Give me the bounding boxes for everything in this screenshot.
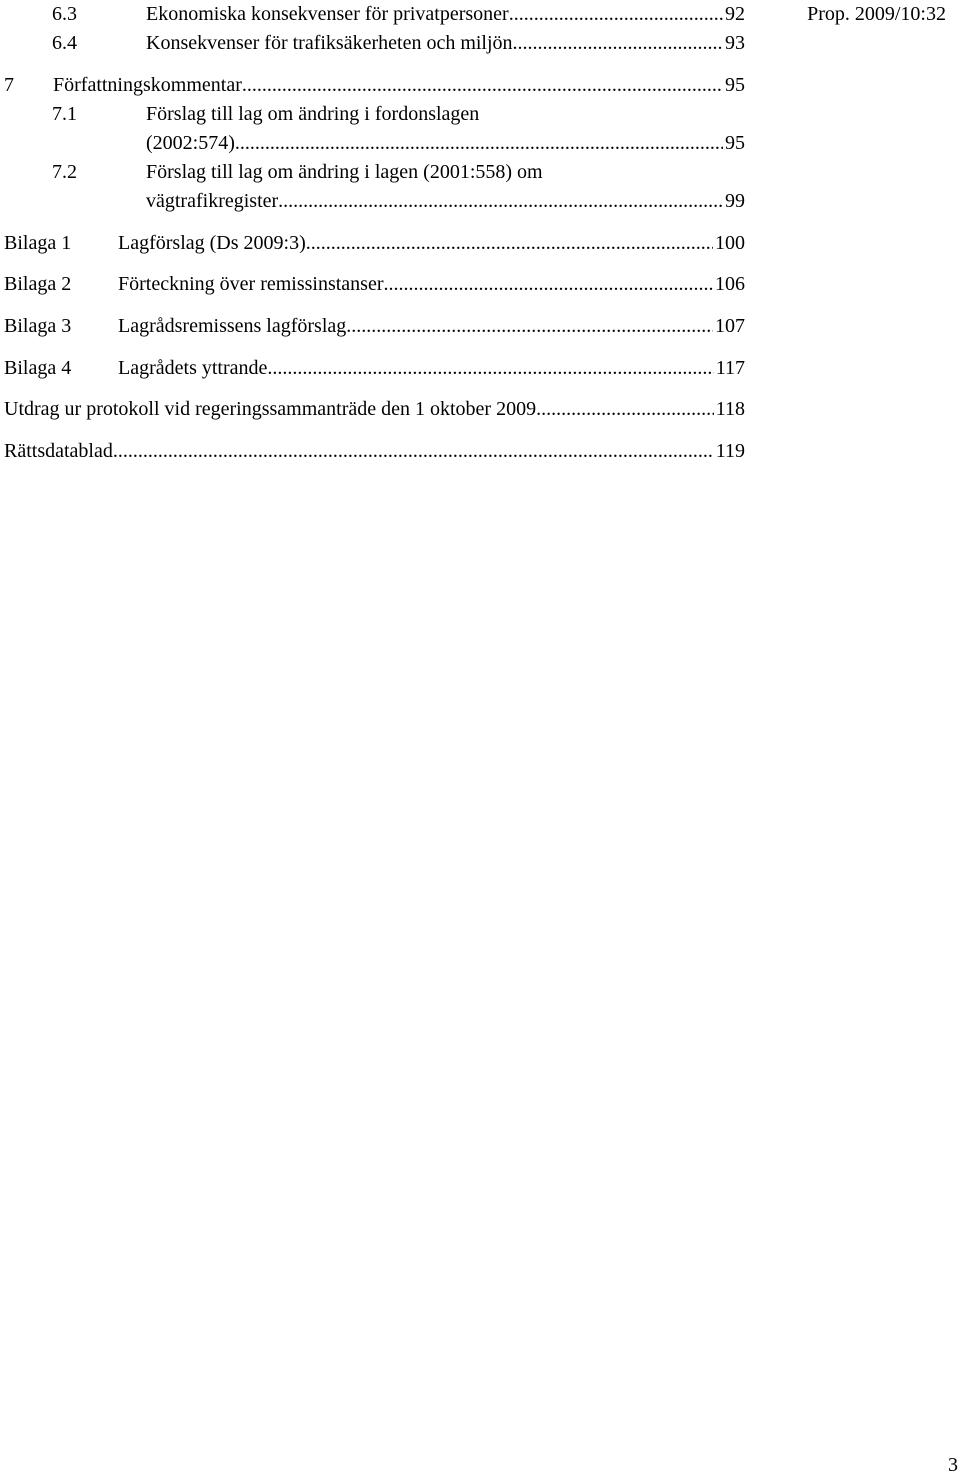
toc-entry-bilaga-2	[0, 272, 745, 301]
toc-leader	[278, 189, 723, 213]
toc-number: Bilaga 3	[4, 315, 72, 337]
toc-number: Bilaga 2	[4, 273, 72, 295]
toc-title: Förslag till lag om ändring i lagen (2001:558) om	[146, 161, 543, 183]
toc-leader	[113, 439, 714, 463]
toc-entry-6-4	[0, 31, 745, 60]
toc-number: Bilaga 4	[4, 357, 72, 379]
toc-entry-bilaga-4	[0, 356, 745, 385]
toc-leader	[346, 314, 713, 338]
toc-page: 95	[725, 132, 745, 154]
toc-page: 107	[715, 315, 745, 337]
toc-entry-7-1	[0, 102, 745, 160]
toc-number: 6.3	[52, 3, 77, 25]
toc-entry-rattsdatablad	[0, 439, 745, 468]
toc-number: 6.4	[52, 32, 77, 54]
toc-title: Utdrag ur protokoll vid regeringssammanträde den 1 oktober 2009.	[4, 398, 542, 420]
toc-leader	[513, 31, 723, 55]
page-number: 3	[948, 1454, 958, 1476]
toc-title: Konsekvenser för trafiksäkerheten och miljön	[146, 32, 513, 54]
toc-entry-7	[0, 73, 745, 102]
toc-leader	[541, 397, 714, 421]
toc-page: 100	[715, 232, 745, 254]
toc-title: Ekonomiska konsekvenser för privatpersoner	[146, 3, 509, 25]
toc-page: 93	[725, 32, 745, 54]
toc-leader	[306, 231, 713, 255]
toc-entry-protokoll	[0, 397, 745, 426]
toc-page: 117	[715, 357, 745, 379]
toc-title: Författningskommentar	[53, 74, 242, 96]
toc-entry-6-3	[0, 2, 745, 31]
toc-title: Förslag till lag om ändring i fordonslagen	[146, 103, 480, 125]
toc-leader	[509, 2, 723, 26]
toc-leader	[384, 272, 714, 296]
toc-title-continued: (2002:574)	[146, 132, 235, 154]
toc-title: Lagrådets yttrande	[118, 357, 268, 379]
toc-number: 7.2	[52, 161, 77, 183]
toc-number: 7	[4, 74, 14, 96]
toc-leader	[242, 73, 723, 97]
toc-leader	[235, 131, 723, 155]
toc-title: Rättsdatablad	[4, 440, 113, 462]
toc-title-continued: vägtrafikregister	[146, 190, 279, 212]
document-reference: Prop. 2009/10:32	[807, 3, 946, 25]
toc-page: 92	[725, 3, 745, 25]
toc-title: Lagrådsremissens lagförslag	[118, 315, 347, 337]
toc-page: 99	[725, 190, 745, 212]
toc-title: Lagförslag (Ds 2009:3)	[118, 232, 306, 254]
toc-page: 106	[715, 273, 745, 295]
toc-page: 119	[715, 440, 745, 462]
toc-number: Bilaga 1	[4, 232, 72, 254]
toc-number: 7.1	[52, 103, 77, 125]
toc-page: 118	[715, 398, 745, 420]
toc-entry-bilaga-1	[0, 231, 745, 260]
toc-entry-7-2	[0, 160, 745, 218]
toc-page: 95	[725, 74, 745, 96]
toc-entry-bilaga-3	[0, 314, 745, 343]
toc-title: Förteckning över remissinstanser	[118, 273, 384, 295]
toc-leader	[267, 356, 713, 380]
